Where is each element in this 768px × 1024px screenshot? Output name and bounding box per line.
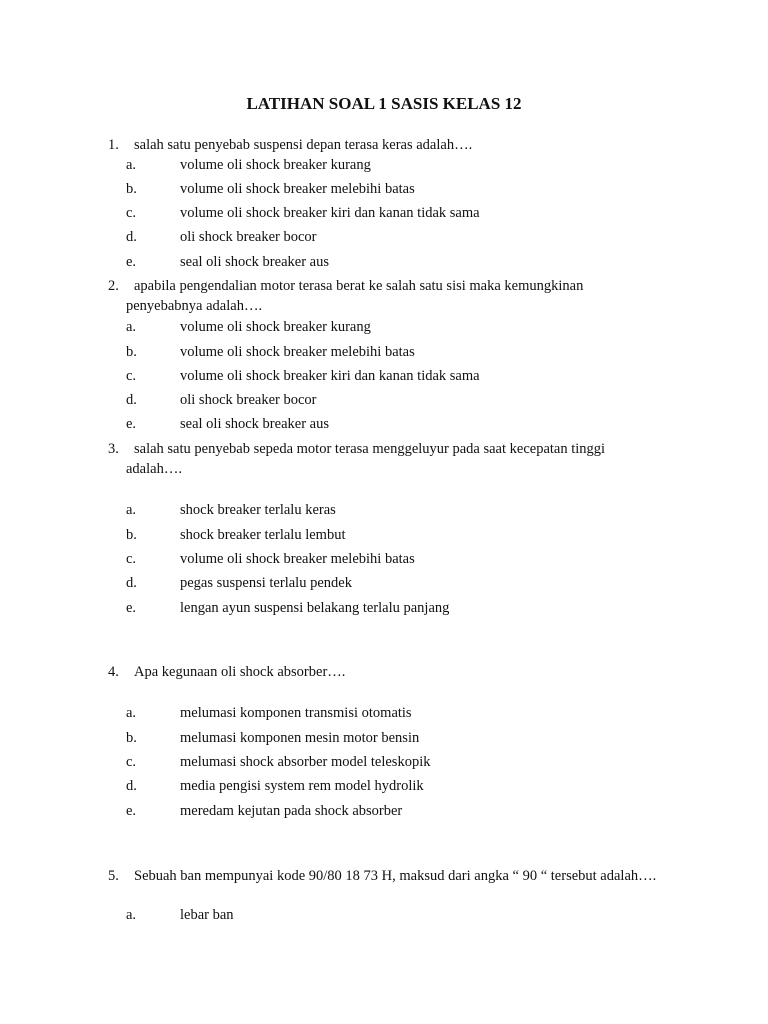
option-text: volume oli shock breaker melebihi batas — [180, 344, 415, 360]
option-text: media pengisi system rem model hydrolik — [180, 778, 424, 794]
option-text: shock breaker terlalu keras — [180, 502, 336, 518]
option-letter: b. — [126, 730, 137, 746]
option-letter: e. — [126, 803, 137, 819]
option-letter: e. — [126, 254, 137, 270]
option-letter: a. — [126, 157, 137, 173]
question-text: Sebuah ban mempunyai kode 90/80 18 73 H, maksud dari angka “ 90 “ tersebut adalah…. — [134, 868, 657, 884]
option-letter: d. — [126, 229, 137, 245]
option-letter: e. — [126, 416, 137, 432]
option-text: melumasi shock absorber model teleskopik — [180, 754, 431, 770]
option-text: seal oli shock breaker aus — [180, 416, 329, 432]
option-letter: a. — [126, 705, 137, 721]
option-letter: b. — [126, 344, 137, 360]
option-text: shock breaker terlalu lembut — [180, 527, 346, 543]
option-text: volume oli shock breaker melebihi batas — [180, 551, 415, 567]
option-text: melumasi komponen mesin motor bensin — [180, 730, 420, 746]
option-letter: a. — [126, 907, 137, 923]
option-letter: a. — [126, 502, 137, 518]
option-letter: c. — [126, 551, 137, 567]
option-text: volume oli shock breaker kurang — [180, 319, 371, 335]
question-text: salah satu penyebab suspensi depan terasa keras adalah…. — [134, 137, 473, 153]
option-letter: e. — [126, 600, 137, 616]
option-letter: c. — [126, 368, 137, 384]
option-text: oli shock breaker bocor — [180, 392, 317, 408]
question-number: 2. — [108, 278, 119, 294]
option-letter: b. — [126, 181, 137, 197]
option-text: oli shock breaker bocor — [180, 229, 317, 245]
question-number: 3. — [108, 441, 119, 457]
option-text: lengan ayun suspensi belakang terlalu panjang — [180, 600, 450, 616]
question-text: Apa kegunaan oli shock absorber…. — [134, 664, 346, 680]
question-text: apabila pengendalian motor terasa berat ke salah satu sisi maka kemungkinan — [134, 278, 584, 294]
question-text-continued: penyebabnya adalah…. — [126, 298, 263, 314]
option-text: lebar ban — [180, 907, 234, 923]
option-text: volume oli shock breaker melebihi batas — [180, 181, 415, 197]
question-number: 1. — [108, 137, 119, 153]
option-letter: d. — [126, 778, 137, 794]
option-text: seal oli shock breaker aus — [180, 254, 329, 270]
option-letter: c. — [126, 205, 137, 221]
option-text: volume oli shock breaker kurang — [180, 157, 371, 173]
option-text: volume oli shock breaker kiri dan kanan tidak sama — [180, 368, 480, 384]
option-letter: d. — [126, 392, 137, 408]
option-text: meredam kejutan pada shock absorber — [180, 803, 403, 819]
option-letter: a. — [126, 319, 137, 335]
option-letter: c. — [126, 754, 137, 770]
option-letter: b. — [126, 527, 137, 543]
option-text: melumasi komponen transmisi otomatis — [180, 705, 412, 721]
question-text-continued: adalah…. — [126, 461, 182, 477]
option-text: volume oli shock breaker kiri dan kanan tidak sama — [180, 205, 480, 221]
page-title: LATIHAN SOAL 1 SASIS KELAS 12 — [246, 94, 522, 113]
option-text: pegas suspensi terlalu pendek — [180, 575, 352, 591]
question-number: 5. — [108, 868, 119, 884]
option-letter: d. — [126, 575, 137, 591]
question-text: salah satu penyebab sepeda motor terasa menggeluyur pada saat kecepatan tinggi — [134, 441, 606, 457]
question-number: 4. — [108, 664, 119, 680]
